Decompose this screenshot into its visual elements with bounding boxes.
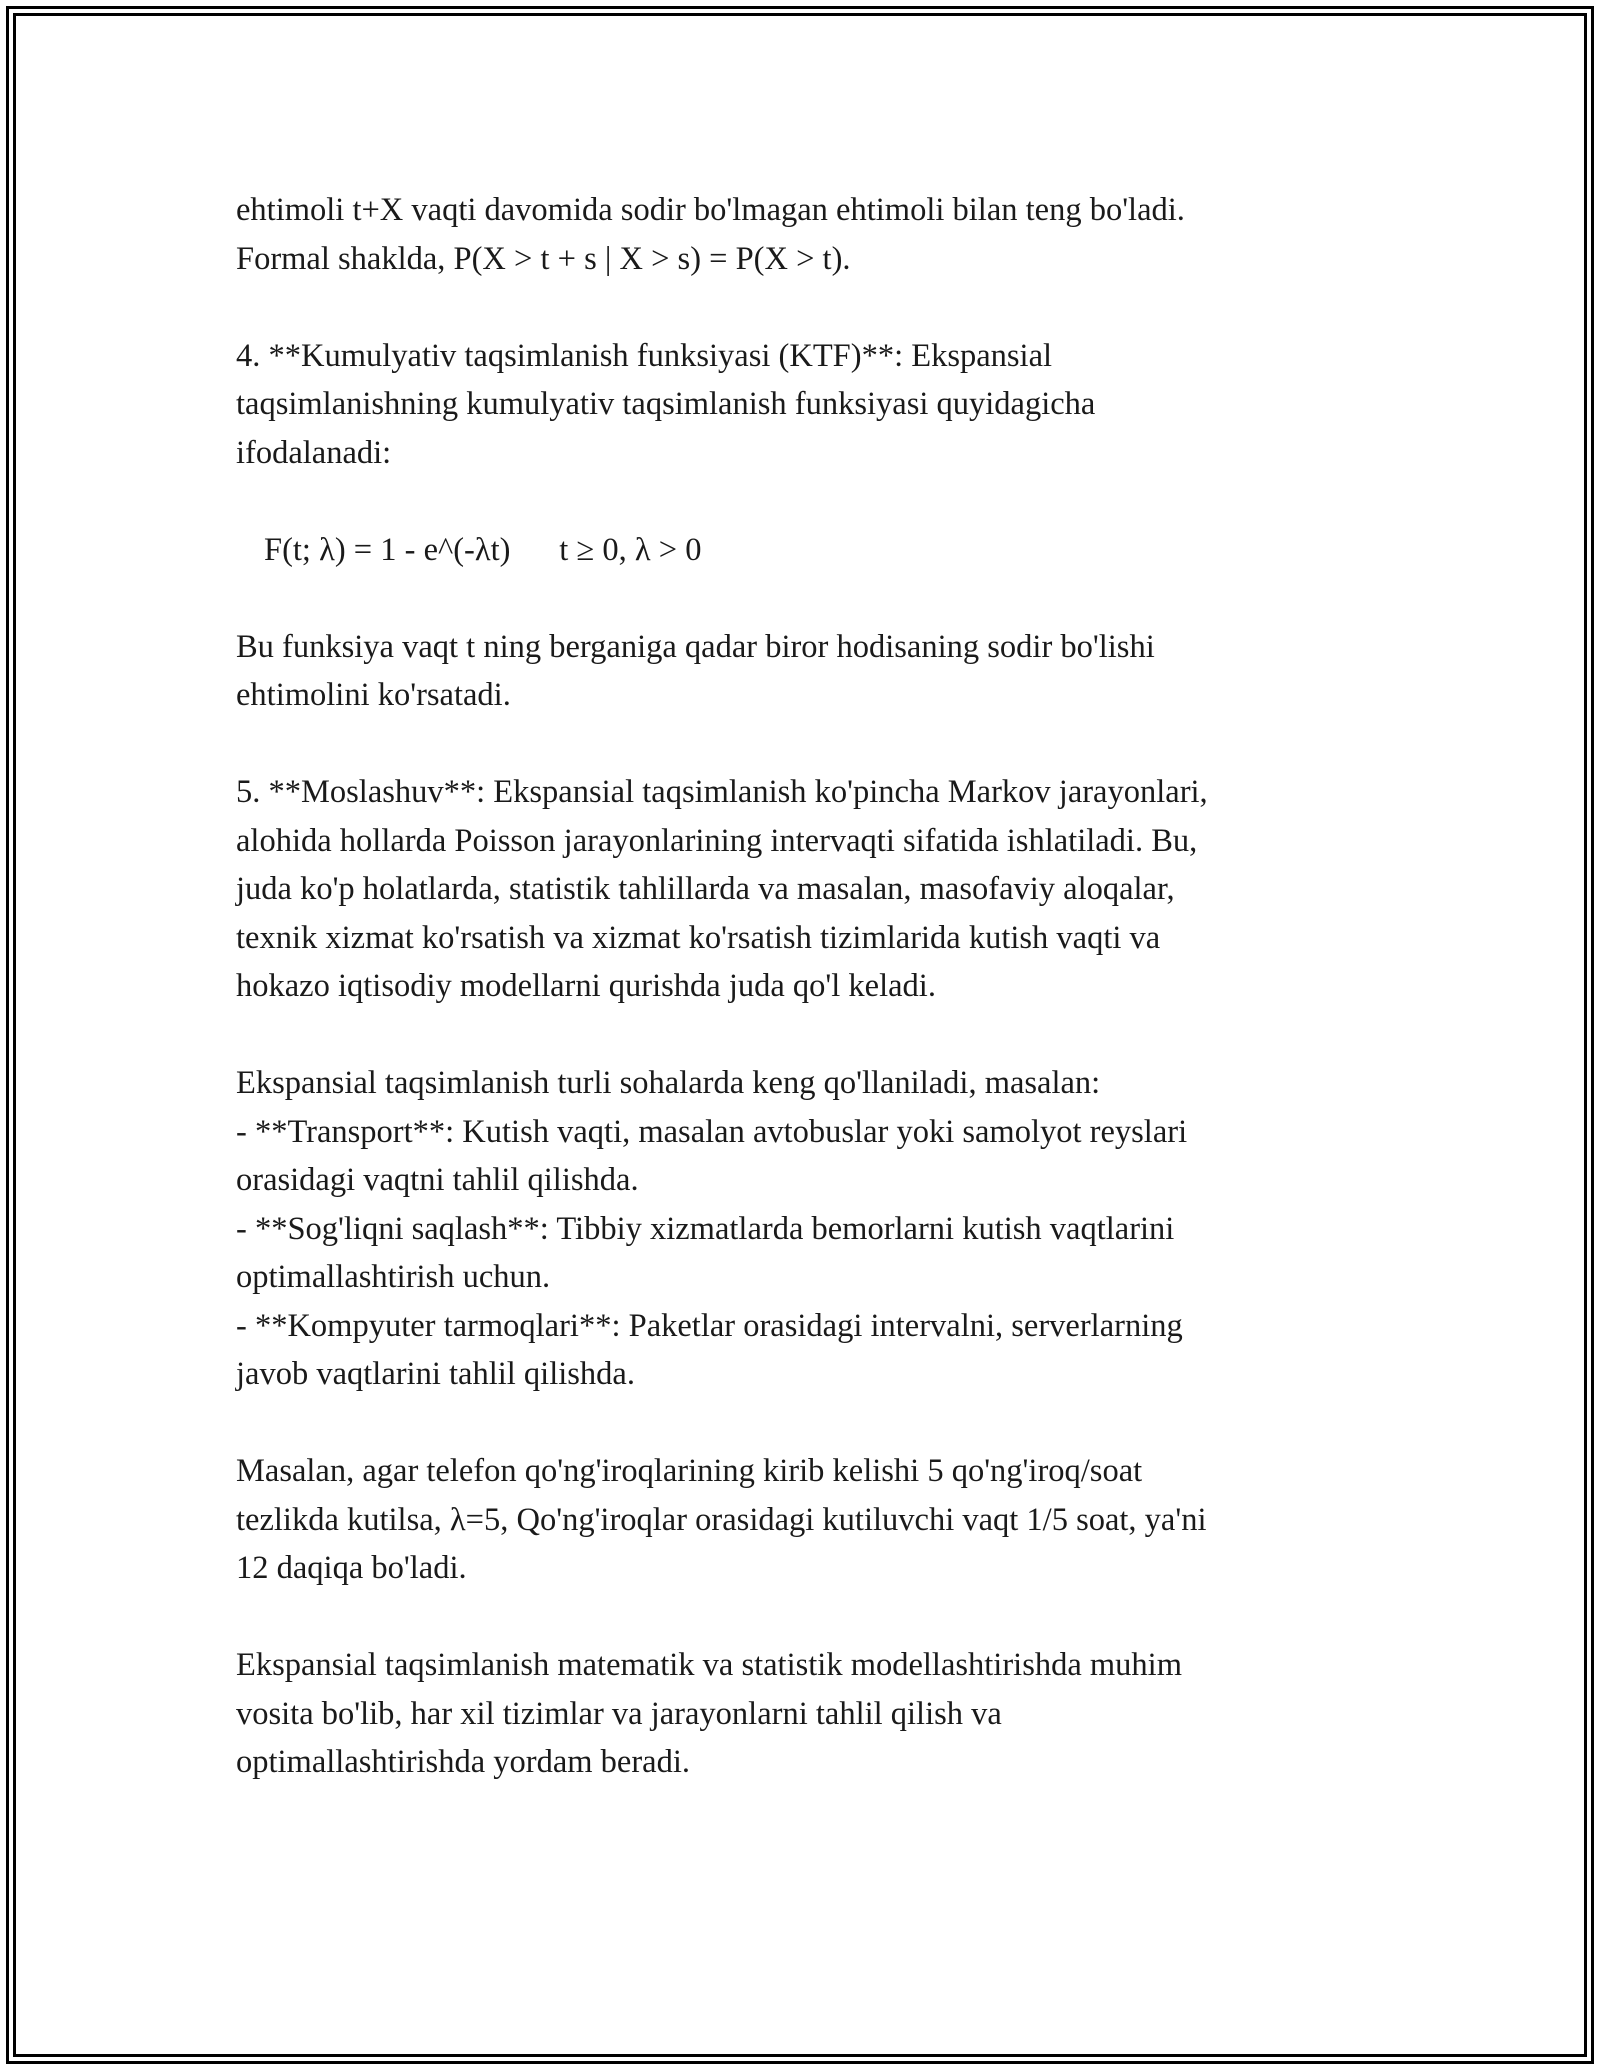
- paragraph-gap: [236, 477, 1366, 526]
- text-line: ifodalanadi:: [236, 434, 392, 471]
- text-line: 12 daqiqa bo'ladi.: [236, 1550, 467, 1586]
- example-paragraph: [236, 1447, 1366, 1593]
- text-line: Formal shaklda, P(X > t + s | X > s) = P(X > t).: [236, 240, 851, 277]
- text-line: orasidagi vaqtni tahlil qilishda.: [236, 1162, 639, 1198]
- text-line: 4. **Kumulyativ taqsimlanish funksiyasi (KTF)**: Ekspansial: [236, 337, 1053, 374]
- document-body: [236, 186, 1366, 1787]
- text-line: Bu funksiya vaqt t ning berganiga qadar biror hodisaning sodir bo'lishi: [236, 628, 1155, 665]
- applications-paragraph: [236, 1059, 1366, 1399]
- list-item: - **Sog'liqni saqlash**: Tibbiy xizmatlarda bemorlarni kutish vaqtlarini: [236, 1210, 1175, 1247]
- cdf-formula: F(t; λ) = 1 - e^(-λt) t ≥ 0, λ > 0: [264, 531, 702, 568]
- text-line: alohida hollarda Poisson jarayonlarining intervaqti sifatida ishlatiladi. Bu,: [236, 822, 1198, 859]
- text-line: Ekspansial taqsimlanish matematik va statistik modellashtirishda muhim: [236, 1647, 1182, 1683]
- text-line: javob vaqtlarini tahlil qilishda.: [236, 1356, 635, 1392]
- text-line: ehtimoli t+X vaqti davomida sodir bo'lmagan ehtimoli bilan teng bo'ladi.: [236, 192, 1185, 228]
- text-line: taqsimlanishning kumulyativ taqsimlanish funksiyasi quyidagicha: [236, 386, 1096, 422]
- text-line: optimallashtirish uchun.: [236, 1259, 551, 1295]
- list-item: - **Kompyuter tarmoqlari**: Paketlar orasidagi intervalni, serverlarning: [236, 1307, 1183, 1344]
- formula-explanation-paragraph: [236, 623, 1366, 720]
- paragraph-gap: [236, 720, 1366, 769]
- text-line: optimallashtirishda yordam beradi.: [236, 1744, 690, 1780]
- text-line: ehtimolini ko'rsatadi.: [236, 677, 511, 713]
- paragraph-gap: [236, 1011, 1366, 1060]
- paragraph-gap: [236, 283, 1366, 332]
- paragraph-gap: [236, 574, 1366, 623]
- section-4-paragraph: [236, 332, 1366, 478]
- text-line: texnik xizmat ko'rsatish va xizmat ko'rsatish tizimlarida kutish vaqti va: [236, 919, 1161, 956]
- paragraph-gap: [236, 1593, 1366, 1642]
- section-5-paragraph: [236, 768, 1366, 1011]
- conclusion-paragraph: [236, 1641, 1366, 1787]
- text-line: vosita bo'lib, har xil tizimlar va jarayonlarni tahlil qilish va: [236, 1695, 1002, 1732]
- list-item: - **Transport**: Kutish vaqti, masalan avtobuslar yoki samolyot reyslari: [236, 1113, 1188, 1150]
- text-line: 5. **Moslashuv**: Ekspansial taqsimlanish ko'pincha Markov jarayonlari,: [236, 774, 1208, 810]
- text-line: juda ko'p holatlarda, statistik tahlillarda va masalan, masofaviy aloqalar,: [236, 871, 1175, 907]
- intro-paragraph: [236, 186, 1366, 283]
- text-line: Masalan, agar telefon qo'ng'iroqlarining kirib kelishi 5 qo'ng'iroq/soat: [236, 1453, 1143, 1489]
- paragraph-gap: [236, 1399, 1366, 1448]
- text-line: hokazo iqtisodiy modellarni qurishda juda qo'l keladi.: [236, 968, 936, 1004]
- text-line: Ekspansial taqsimlanish turli sohalarda keng qo'llaniladi, masalan:: [236, 1065, 1101, 1101]
- text-line: tezlikda kutilsa, λ=5, Qo'ng'iroqlar orasidagi kutiluvchi vaqt 1/5 soat, ya'ni: [236, 1501, 1207, 1538]
